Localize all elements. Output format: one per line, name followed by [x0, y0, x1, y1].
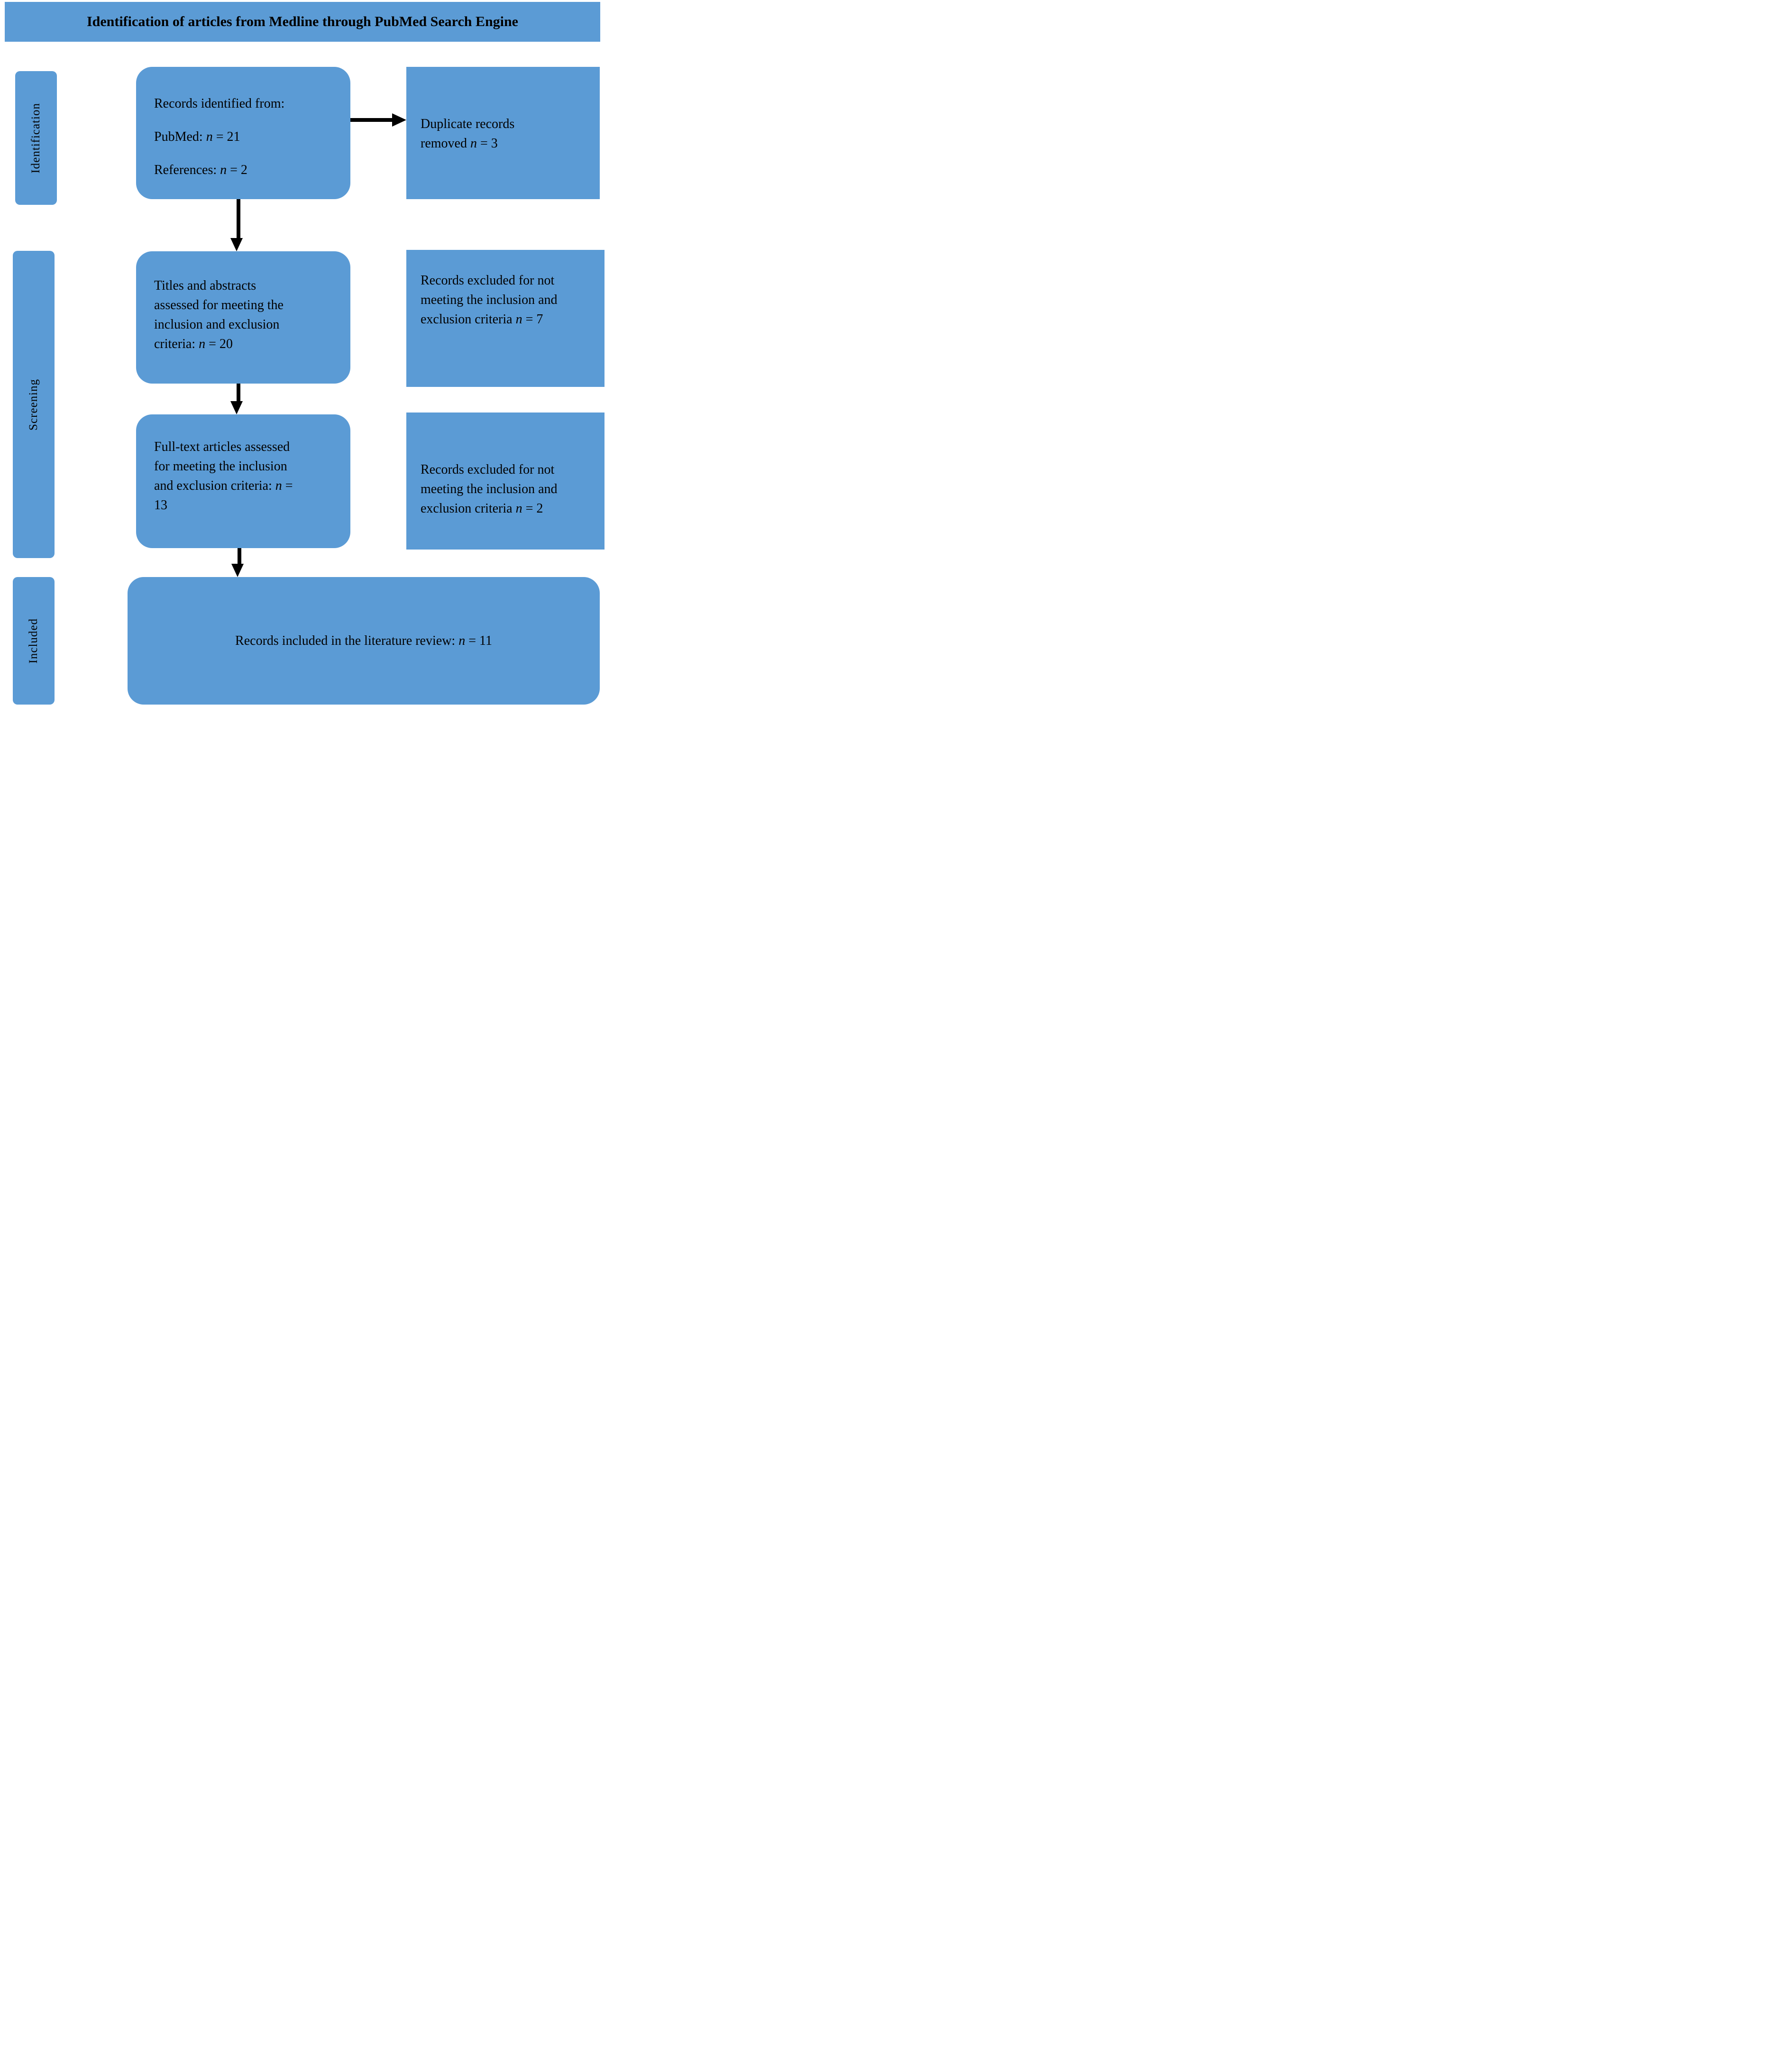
stage-label-screening: [13, 251, 55, 558]
titles-abstracts-line-3: inclusion and exclusion: [154, 317, 280, 332]
records-identified-line-3: References: n = 2: [154, 163, 247, 177]
stage-label-screening-text: Screening: [27, 378, 40, 431]
stage-label-included-text: Included: [27, 618, 40, 664]
stage-label-included: [13, 577, 55, 705]
fulltext-assessed-line-2: for meeting the inclusion: [154, 459, 287, 474]
box-records-identified: [136, 67, 350, 199]
duplicates-removed-line-2: removed n = 3: [421, 136, 498, 151]
excluded-fulltext-line-1: Records excluded for not: [421, 462, 555, 477]
arrow-identification-to-screening-shaft: [237, 199, 240, 239]
box-records-included: [128, 577, 600, 705]
titles-abstracts-line-4: criteria: n = 20: [154, 337, 233, 351]
fulltext-assessed-line-3: and exclusion criteria: n =: [154, 478, 293, 493]
arrow-identification-to-screening-head: [230, 238, 243, 251]
excluded-fulltext-line-3: exclusion criteria n = 2: [421, 501, 543, 516]
excluded-fulltext-line-2: meeting the inclusion and: [421, 482, 558, 496]
arrow-identified-to-duplicates-head: [392, 113, 406, 127]
records-identified-line-2: PubMed: n = 21: [154, 129, 240, 144]
box-excluded-screening: [406, 250, 605, 387]
box-excluded-fulltext: [406, 413, 605, 550]
arrow-identified-to-duplicates-shaft: [350, 118, 393, 122]
box-titles-abstracts-assessed: [136, 251, 350, 384]
excluded-screening-line-3: exclusion criteria n = 7: [421, 312, 543, 327]
excluded-screening-line-2: meeting the inclusion and: [421, 293, 558, 307]
diagram-title: [5, 2, 600, 42]
excluded-screening-line-1: Records excluded for not: [421, 273, 555, 288]
fulltext-assessed-line-4: 13: [154, 498, 167, 513]
arrow-fulltext-to-included-head: [231, 564, 244, 577]
stage-label-identification: [15, 71, 57, 205]
arrow-abstracts-to-fulltext-shaft: [237, 384, 240, 402]
arrow-abstracts-to-fulltext-head: [230, 401, 243, 414]
flowchart-canvas: [0, 0, 605, 705]
arrow-fulltext-to-included-shaft: [238, 548, 241, 565]
diagram-title-text: Identification of articles from Medline through PubMed Search Engine: [87, 14, 518, 29]
stage-label-identification-text: Identification: [29, 102, 42, 174]
titles-abstracts-line-1: Titles and abstracts: [154, 278, 256, 293]
records-included-text: Records included in the literature review: n = 11: [235, 633, 492, 648]
fulltext-assessed-line-1: Full-text articles assessed: [154, 440, 290, 454]
duplicates-removed-line-1: Duplicate records: [421, 117, 515, 131]
box-duplicates-removed: [406, 67, 600, 199]
records-identified-line-1: Records identified from:: [154, 96, 285, 111]
titles-abstracts-line-2: assessed for meeting the: [154, 298, 284, 312]
box-fulltext-assessed: [136, 414, 350, 548]
